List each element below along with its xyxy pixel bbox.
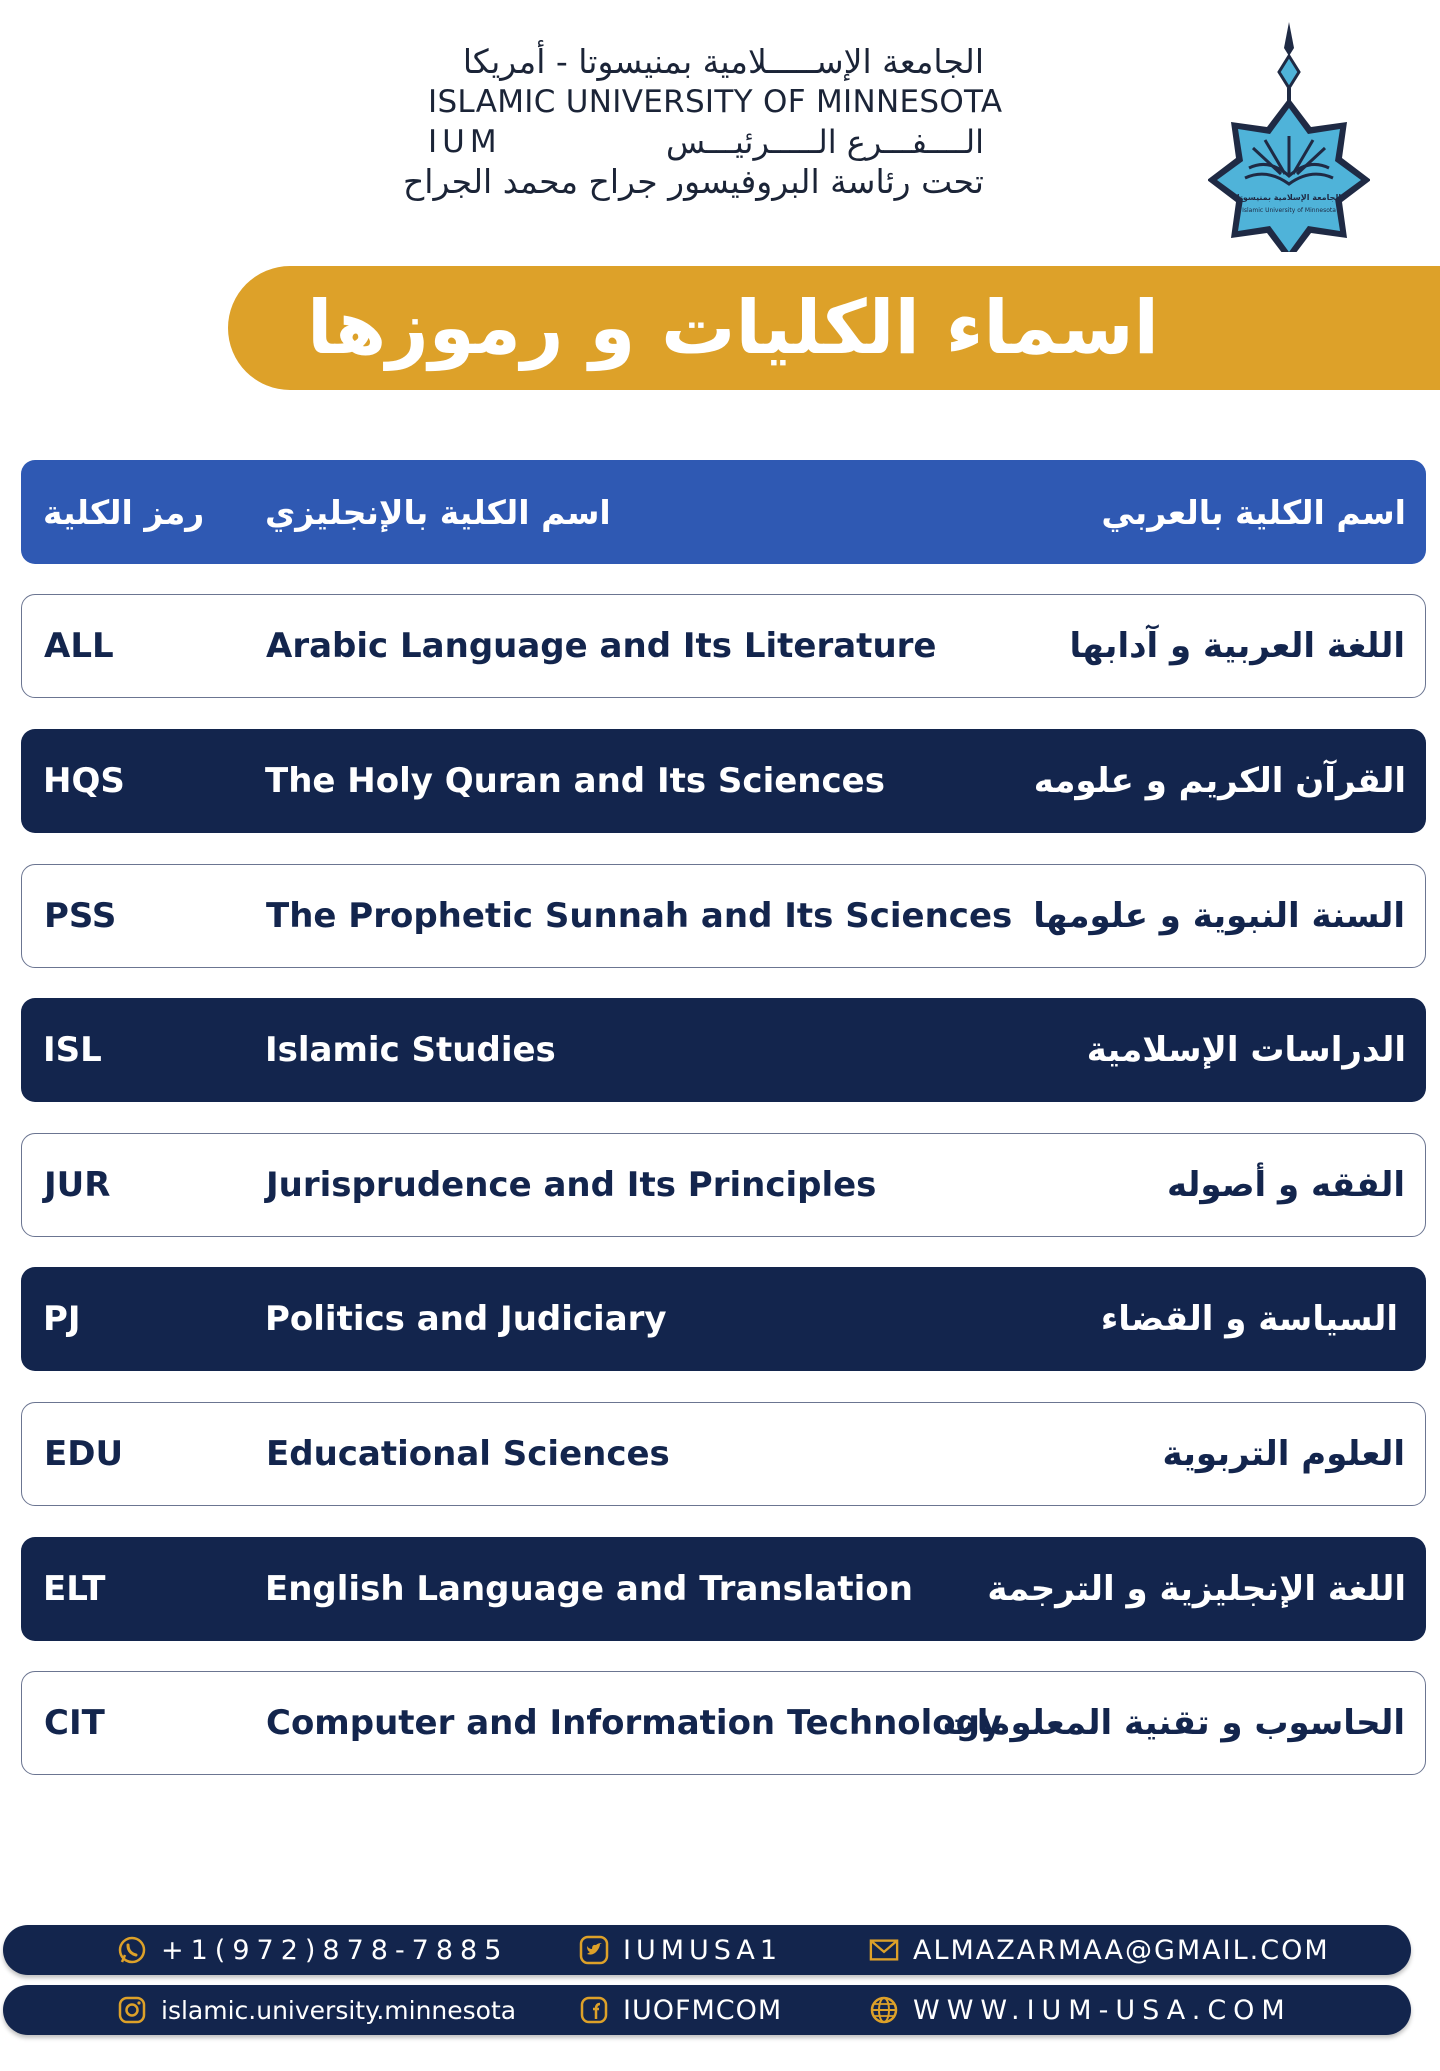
- university-arabic-name: الجامعة الإســـــلامية بمنيسوتا - أمريكا: [462, 42, 984, 81]
- college-english-name: The Prophetic Sunnah and Its Sciences: [266, 896, 1013, 936]
- college-code: HQS: [43, 761, 125, 801]
- college-english-name: Computer and Information Technology: [266, 1703, 1003, 1743]
- facebook-icon: [579, 1995, 609, 2025]
- header-code: رمز الكلية: [43, 492, 205, 532]
- mail-icon: [869, 1935, 899, 1965]
- college-arabic-name: اللغة العربية و آدابها: [1069, 626, 1405, 666]
- table-row: [21, 864, 1426, 968]
- table-header: [21, 460, 1426, 564]
- college-arabic-name: العلوم التربوية: [1162, 1434, 1405, 1474]
- university-logo: [1208, 20, 1370, 252]
- university-header: [403, 42, 1003, 202]
- logo-arabic-text: الجامعة الإسلامية بمنيسوتا: [1236, 193, 1342, 202]
- college-code: ISL: [43, 1030, 102, 1070]
- table-row: [21, 1267, 1426, 1371]
- college-arabic-name: اللغة الإنجليزية و الترجمة: [987, 1569, 1406, 1609]
- college-english-name: Jurisprudence and Its Principles: [266, 1165, 877, 1205]
- table-row: [21, 1671, 1426, 1775]
- facebook-handle: IUOFMCOM: [623, 1994, 783, 2026]
- table-row: [21, 1537, 1426, 1641]
- table-row: [21, 729, 1426, 833]
- logo-star: [1208, 98, 1370, 252]
- page-title: اسماء الكليات و رموزها: [307, 285, 1159, 371]
- university-abbreviation: IUM: [428, 124, 502, 160]
- college-code: PSS: [44, 896, 117, 936]
- branch-line: [428, 122, 984, 162]
- table-row: [21, 1133, 1426, 1237]
- email-address: ALMAZARMAA@GMAIL.COM: [913, 1934, 1330, 1966]
- college-code: ALL: [44, 626, 114, 666]
- logo-finial: [1279, 22, 1299, 102]
- college-english-name: Educational Sciences: [266, 1434, 670, 1474]
- supervision-line: تحت رئاسة البروفيسور جراح محمد الجراح: [403, 162, 984, 201]
- college-english-name: English Language and Translation: [265, 1569, 913, 1609]
- college-code: PJ: [43, 1299, 81, 1339]
- email-contact[interactable]: [869, 1925, 1330, 1975]
- college-arabic-name: الحاسوب و تقنية المعلومات: [942, 1703, 1405, 1743]
- college-arabic-name: الدراسات الإسلامية: [1086, 1030, 1406, 1070]
- branch-arabic: الــــفـــرع الـــــرئيـــس: [665, 123, 984, 161]
- logo-english-text: Islamic University of Minnesota: [1242, 207, 1336, 214]
- facebook-contact[interactable]: [579, 1985, 782, 2035]
- college-code: EDU: [44, 1434, 124, 1474]
- contact-bar-bottom: [3, 1985, 1411, 2035]
- instagram-handle: islamic.university.minnesota: [161, 1995, 517, 2025]
- college-english-name: Islamic Studies: [265, 1030, 556, 1070]
- university-english-name: ISLAMIC UNIVERSITY OF MINNESOTA: [428, 84, 1003, 120]
- table-row: [21, 998, 1426, 1102]
- instagram-contact[interactable]: [117, 1985, 516, 2035]
- college-english-name: Politics and Judiciary: [265, 1299, 667, 1339]
- college-code: JUR: [44, 1165, 111, 1205]
- college-english-name: Arabic Language and Its Literature: [266, 626, 937, 666]
- twitter-contact[interactable]: [579, 1925, 782, 1975]
- table-row: [21, 594, 1426, 698]
- website-contact[interactable]: [869, 1985, 1292, 2035]
- twitter-handle: IUMUSA1: [623, 1934, 783, 1966]
- college-english-name: The Holy Quran and Its Sciences: [265, 761, 885, 801]
- instagram-icon: [117, 1995, 147, 2025]
- college-code: CIT: [44, 1703, 105, 1743]
- contact-bar-top: [3, 1925, 1411, 1975]
- whatsapp-contact[interactable]: [117, 1925, 508, 1975]
- globe-icon: [869, 1995, 899, 2025]
- table-row: [21, 1402, 1426, 1506]
- college-arabic-name: السياسة و القضاء: [1100, 1299, 1398, 1339]
- header-english-name: اسم الكلية بالإنجليزي: [265, 492, 611, 532]
- whatsapp-number: +1(972)878-7885: [161, 1934, 509, 1966]
- college-arabic-name: السنة النبوية و علومها: [1033, 896, 1405, 936]
- title-banner: [228, 266, 1440, 390]
- header-arabic-name: اسم الكلية بالعربي: [1101, 492, 1406, 532]
- college-arabic-name: الفقه و أصوله: [1167, 1165, 1405, 1205]
- college-arabic-name: القرآن الكريم و علومه: [1033, 761, 1406, 801]
- whatsapp-icon: [117, 1935, 147, 1965]
- website-url: WWW.IUM-USA.COM: [913, 1994, 1292, 2026]
- twitter-icon: [579, 1935, 609, 1965]
- college-code: ELT: [43, 1569, 106, 1609]
